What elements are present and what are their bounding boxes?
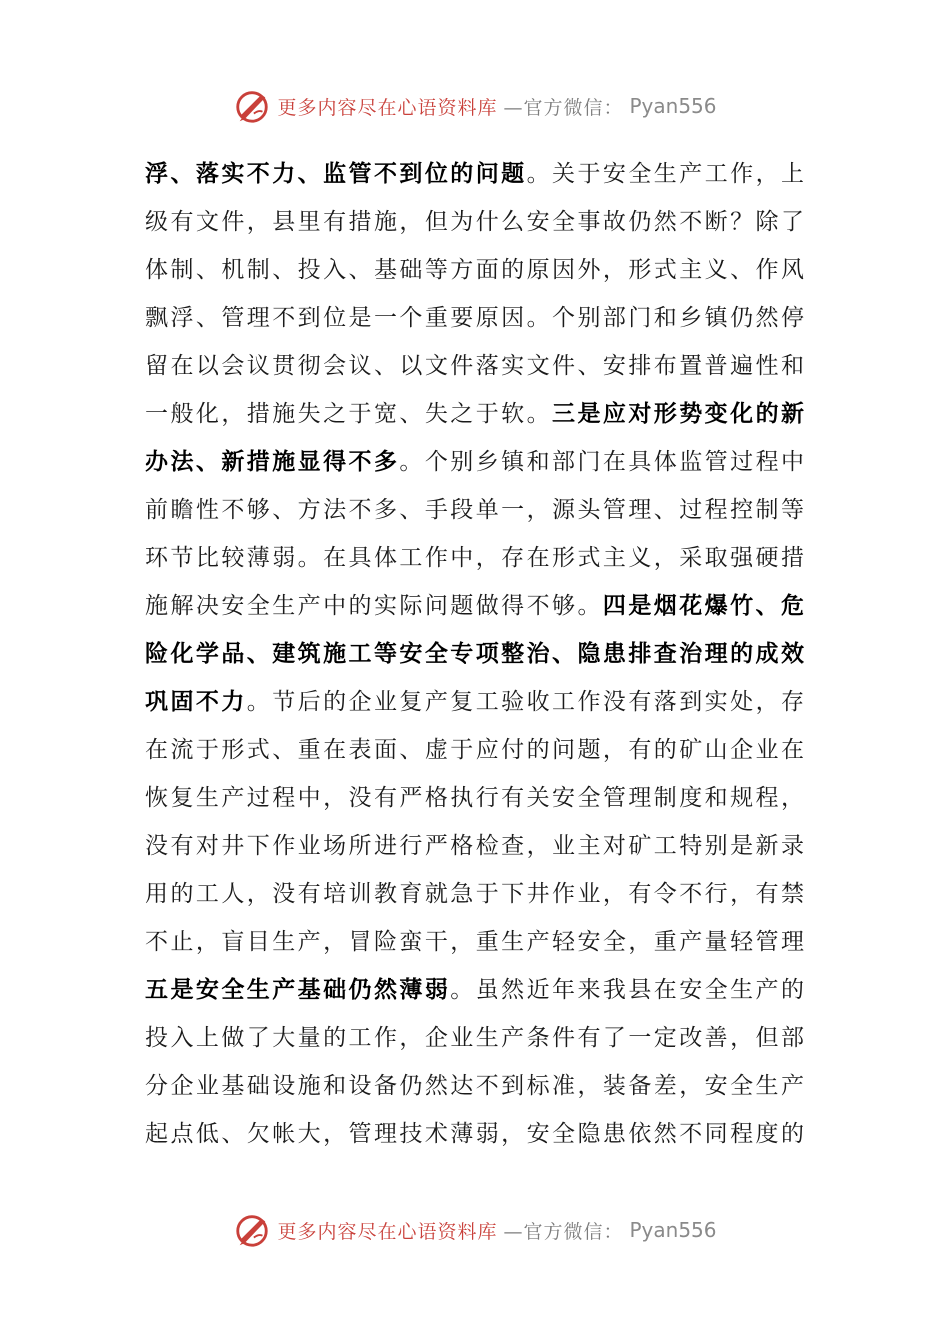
bold-text: 巩固不力 (145, 688, 247, 715)
text-line (145, 630, 805, 678)
text-line (145, 486, 805, 534)
body-text: 不止，盲目生产，冒险蛮干，重生产轻安全，重产量轻管理 (145, 929, 805, 955)
footer-wechat-label: —官方微信： (503, 1220, 624, 1243)
body-text: 留在以会议贯彻会议、以文件落实文件、安排布置普遍性和 (145, 353, 805, 379)
body-text: 用的工人，没有培训教育就急于下井作业，有令不行，有禁 (145, 881, 805, 907)
body-text: 恢复生产过程中，没有严格执行有关安全管理制度和规程， (145, 785, 805, 811)
text-line (145, 1110, 805, 1158)
text-line (145, 582, 805, 630)
text-line (145, 438, 805, 486)
text-line (145, 774, 805, 822)
bold-text: 三是应对形势变化的新 (552, 400, 805, 427)
footer-wechat-id: Pyan556 (629, 1218, 717, 1242)
body-text: 级有文件，县里有措施，但为什么安全事故仍然不断？除了 (145, 209, 805, 235)
pen-logo-icon (233, 1211, 271, 1249)
header-watermark (0, 84, 950, 128)
body-text: 一般化，措施失之于宽、失之于软。 (145, 401, 553, 427)
body-text: 飘浮、管理不到位是一个重要原因。个别部门和乡镇仍然停 (145, 305, 805, 331)
footer-watermark (0, 1208, 950, 1252)
pen-logo-icon (233, 87, 271, 125)
text-line (145, 1062, 805, 1110)
bold-text: 办法、新措施显得不多 (145, 448, 400, 475)
body-text: 。虽然近年来我县在安全生产的 (450, 977, 805, 1003)
bold-text: 四是烟花爆竹、危 (602, 592, 805, 619)
body-text: 在流于形式、重在表面、虚于应付的问题，有的矿山企业在 (145, 737, 805, 763)
body-text: 起点低、欠帐大，管理技术薄弱，安全隐患依然不同程度的 (145, 1121, 805, 1147)
body-text: 施解决安全生产中的实际问题做得不够。 (145, 593, 603, 619)
bold-text: 险化学品、建筑施工等安全专项整治、隐患排查治理的成效 (145, 640, 805, 667)
body-text: 体制、机制、投入、基础等方面的原因外，形式主义、作风 (145, 257, 805, 283)
body-text: 。节后的企业复产复工验收工作没有落到实处，存 (246, 689, 805, 715)
text-line (145, 822, 805, 870)
text-line (145, 966, 805, 1014)
document-body (145, 150, 805, 1158)
body-text: 投入上做了大量的工作，企业生产条件有了一定改善，但部 (145, 1025, 805, 1051)
body-text: 没有对井下作业场所进行严格检查，业主对矿工特别是新录 (145, 833, 805, 859)
header-site-name: 更多内容尽在心语资料库 (277, 96, 498, 119)
text-line (145, 1014, 805, 1062)
body-text: 环节比较薄弱。在具体工作中，存在形式主义，采取强硬措 (145, 545, 805, 571)
header-wechat-id: Pyan556 (629, 94, 717, 118)
bold-text: 浮、落实不力、监管不到位的问题 (145, 160, 527, 187)
text-line (145, 726, 805, 774)
text-line (145, 678, 805, 726)
footer-site-name: 更多内容尽在心语资料库 (277, 1220, 498, 1243)
header-wechat-label: —官方微信： (503, 96, 624, 119)
text-line (145, 198, 805, 246)
text-line (145, 342, 805, 390)
text-line (145, 246, 805, 294)
body-text: 分企业基础设施和设备仍然达不到标准，装备差，安全生产 (145, 1073, 805, 1099)
text-line (145, 870, 805, 918)
text-line (145, 150, 805, 198)
text-line (145, 294, 805, 342)
text-line (145, 534, 805, 582)
text-line (145, 918, 805, 966)
text-line (145, 390, 805, 438)
body-text: 。个别乡镇和部门在具体监管过程中 (399, 449, 805, 475)
body-text: 。关于安全生产工作，上 (526, 161, 805, 187)
body-text: 前瞻性不够、方法不多、手段单一，源头管理、过程控制等 (145, 497, 805, 523)
bold-text: 五是安全生产基础仍然薄弱 (145, 976, 451, 1003)
